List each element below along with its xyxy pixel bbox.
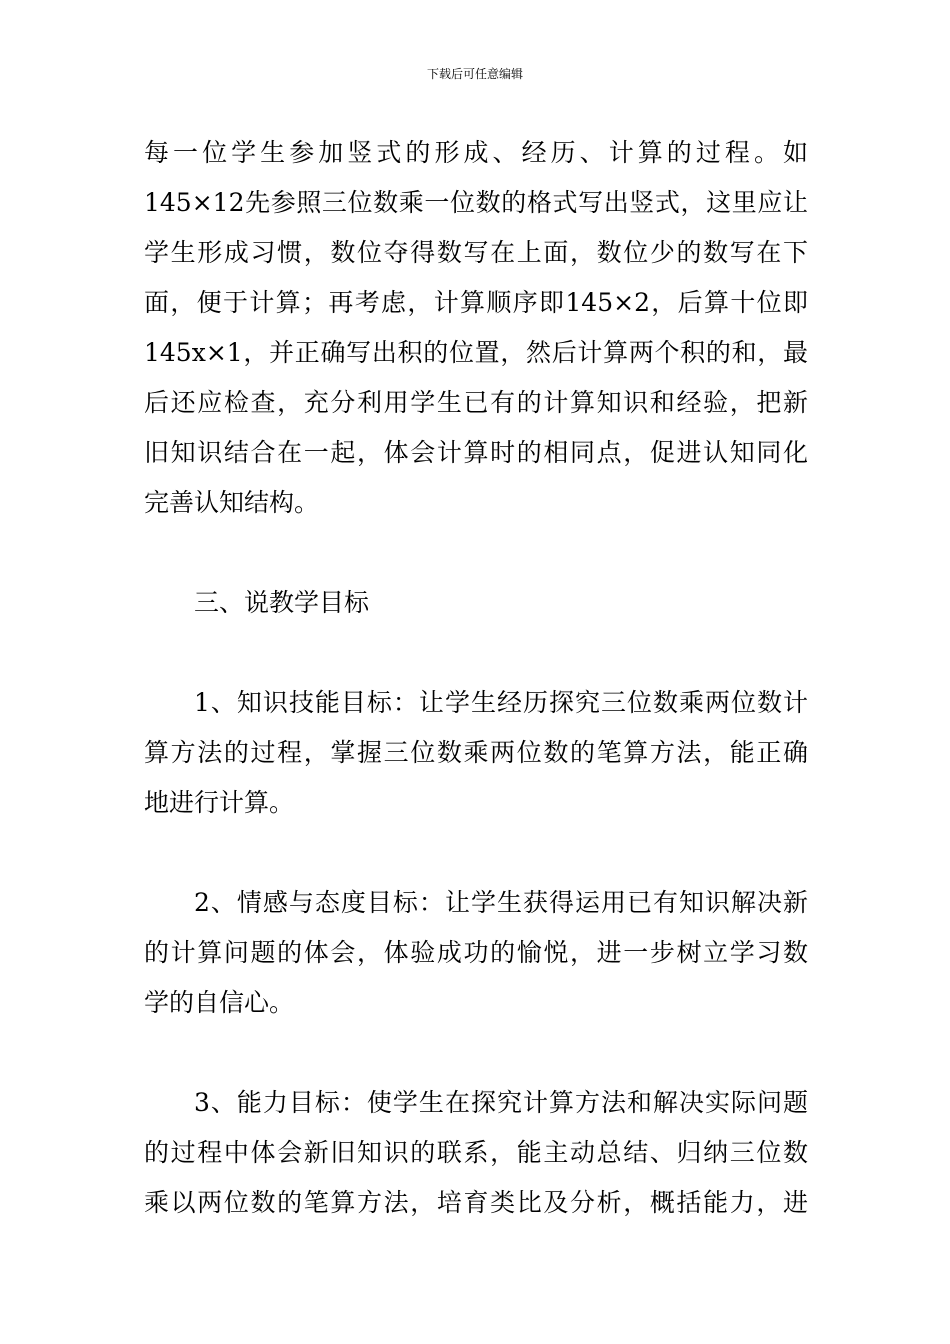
section-heading: 三、说教学目标: [194, 588, 370, 617]
page-header: 下载后可任意编辑: [426, 67, 523, 81]
text-line: 的计算问题的体会，体验成功的愉悦，进一步树立学习数: [144, 938, 808, 967]
paragraph-gap: [144, 828, 808, 878]
text-line: 地进行计算。: [144, 788, 295, 817]
text-line: 乘以两位数的笔算方法，培育类比及分析，概括能力，进: [144, 1188, 808, 1217]
text-line: 的过程中体会新旧知识的联系，能主动总结、归纳三位数: [144, 1138, 808, 1167]
text-line: 后还应检查，充分利用学生已有的计算知识和经验，把新: [144, 388, 808, 417]
document-body: [144, 128, 808, 1228]
text-line: 面，便于计算；再考虑，计算顺序即145×2，后算十位即: [144, 288, 808, 317]
paragraph-gap: [144, 628, 808, 678]
text-line: 145×12先参照三位数乘一位数的格式写出竖式，这里应让: [144, 188, 808, 217]
paragraph-calculation-process: [144, 128, 808, 528]
paragraph-gap: [144, 528, 808, 578]
text-line: 完善认知结构。: [144, 488, 320, 517]
paragraph-goal-emotion: [144, 878, 808, 1028]
text-line: 算方法的过程，掌握三位数乘两位数的笔算方法，能正确: [144, 738, 808, 767]
text-line: 2、情感与态度目标：让学生获得运用已有知识解决新: [194, 888, 808, 917]
paragraph-goal-knowledge: [144, 678, 808, 828]
text-line: 1、知识技能目标：让学生经历探究三位数乘两位数计: [194, 688, 808, 717]
text-line: 每一位学生参加竖式的形成、经历、计算的过程。如: [144, 138, 808, 167]
text-line: 145x×1，并正确写出积的位置，然后计算两个积的和，最: [144, 338, 808, 367]
paragraph-goal-ability: [144, 1078, 808, 1228]
text-line: 学的自信心。: [144, 988, 295, 1017]
paragraph-gap: [144, 1028, 808, 1078]
text-line: 学生形成习惯，数位夺得数写在上面，数位少的数写在下: [144, 238, 808, 267]
text-line: 旧知识结合在一起，体会计算时的相同点，促进认知同化: [144, 438, 808, 467]
text-line: 3、能力目标：使学生在探究计算方法和解决实际问题: [194, 1088, 808, 1117]
